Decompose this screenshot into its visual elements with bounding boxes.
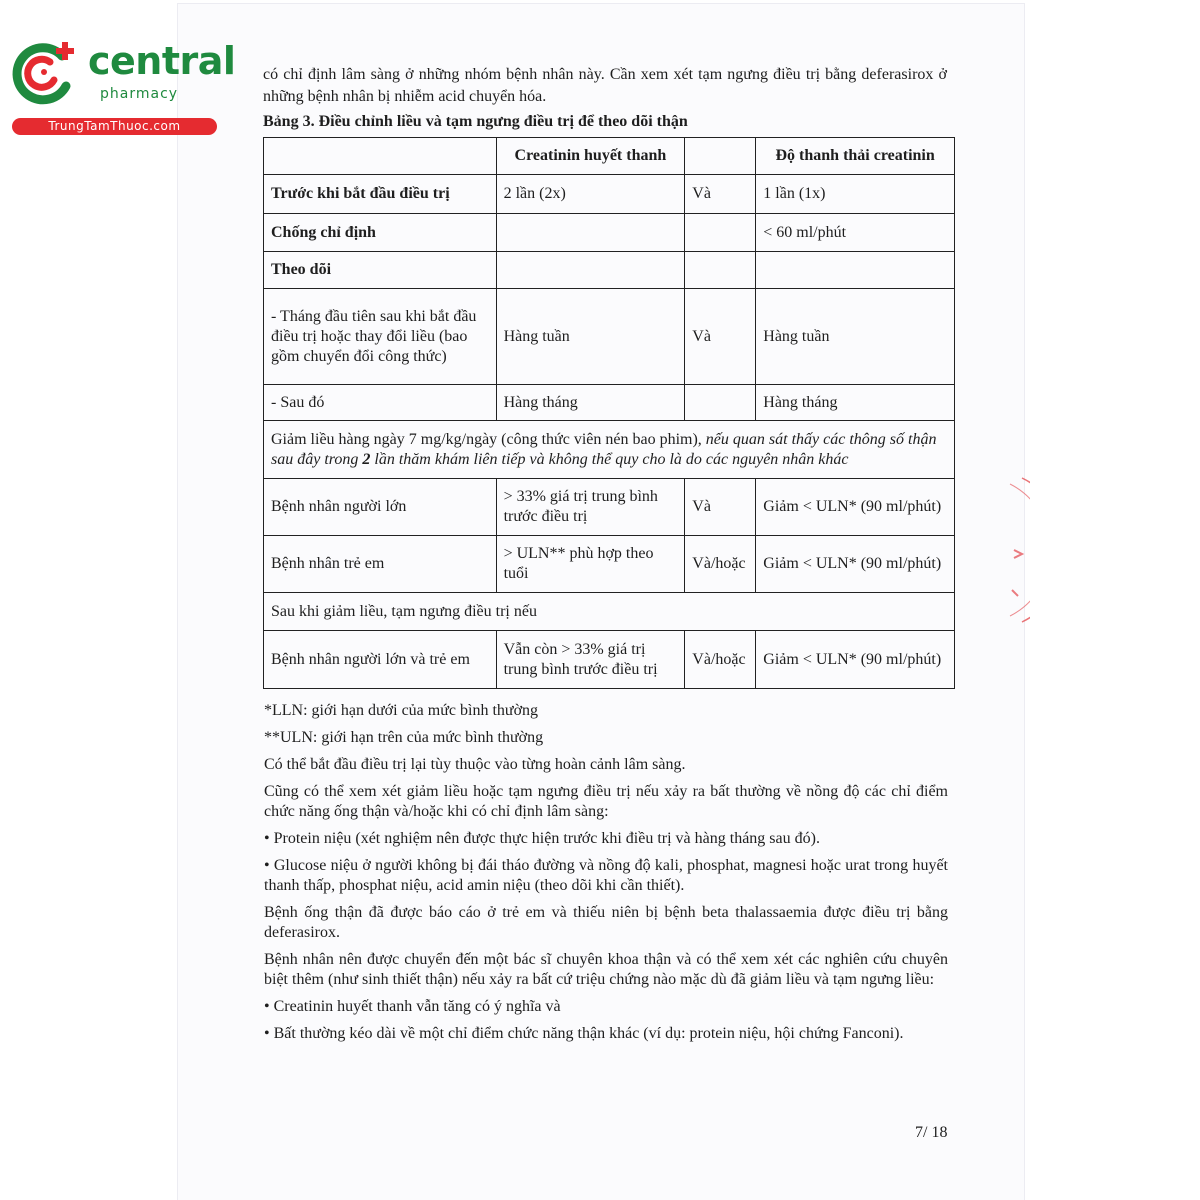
table-row	[264, 385, 955, 421]
row-label: Trước khi bắt đầu điều trị	[264, 175, 497, 214]
cell-connector	[685, 252, 756, 289]
cell-serum-value	[496, 252, 685, 289]
table-row	[264, 252, 955, 289]
logo-url-badge[interactable]: TrungTamThuoc.com	[12, 118, 217, 135]
cell-clearance-value: Giảm < ULN* (90 ml/phút)	[756, 536, 955, 593]
row-label: Bệnh nhân trẻ em	[264, 536, 497, 593]
cell-serum-value: > 33% giá trị trung bình trước điều trị	[496, 479, 685, 536]
cell-connector: Và/hoặc	[685, 536, 756, 593]
cell-serum-value: Hàng tuần	[496, 289, 685, 385]
paragraph: Có thể bắt đầu điều trị lại tùy thuộc vào từng hoàn cảnh lâm sàng.	[264, 756, 686, 773]
header-creatinine-clearance: Độ thanh thải creatinin	[756, 138, 955, 175]
pharmacy-cross-icon	[10, 38, 80, 108]
table-row	[264, 289, 955, 385]
intro-paragraph: có chỉ định lâm sàng ở những nhóm bệnh nhân này. Cần xem xét tạm ngưng điều trị bằng deferasirox ở những bệnh nhân bị nhiễm acid chuyển hóa.	[263, 66, 947, 105]
logo-subtitle: pharmacy	[100, 86, 179, 102]
row-label: - Tháng đầu tiên sau khi bắt đầu điều trị hoặc thay đổi liều (bao gồm chuyển đổi công thức)	[264, 289, 497, 385]
cell-clearance-value: 1 lần (1x)	[756, 175, 955, 214]
table-row	[264, 479, 955, 536]
cell-serum-value: > ULN** phù hợp theo tuổi	[496, 536, 685, 593]
cell-serum-value	[496, 214, 685, 252]
table-header-row	[264, 138, 955, 175]
dose-reduction-text: Giảm liều hàng ngày 7 mg/kg/ngày (công thức viên nén bao phim),	[271, 430, 706, 448]
table-row	[264, 175, 955, 214]
cell-connector	[685, 385, 756, 421]
red-stamp-icon	[1000, 470, 1030, 630]
table-span-row	[264, 421, 955, 479]
page-number: 7/ 18	[915, 1124, 948, 1141]
table-row	[264, 631, 955, 689]
table-row	[264, 536, 955, 593]
cell-serum-value: Hàng tháng	[496, 385, 685, 421]
bullet-item: • Protein niệu (xét nghiệm nên được thực hiện trước khi điều trị và hàng tháng sau đó).	[264, 830, 820, 847]
cell-serum-value: Vẫn còn > 33% giá trị trung bình trước điều trị	[496, 631, 685, 689]
cell-connector	[685, 214, 756, 252]
cell-clearance-value: < 60 ml/phút	[756, 214, 955, 252]
row-label: Chống chỉ định	[264, 214, 497, 252]
cell-clearance-value: Giảm < ULN* (90 ml/phút)	[756, 479, 955, 536]
table-row	[264, 214, 955, 252]
central-pharmacy-logo[interactable]	[10, 38, 236, 138]
dose-reduction-condition	[264, 421, 955, 479]
cell-serum-value: 2 lần (2x)	[496, 175, 685, 214]
cell-clearance-value: Hàng tuần	[756, 289, 955, 385]
header-serum-creatinine: Creatinin huyết thanh	[496, 138, 685, 175]
cell-clearance-value	[756, 252, 955, 289]
header-cell-empty	[264, 138, 497, 175]
cell-connector: Và	[685, 479, 756, 536]
footnote-uln: **ULN: giới hạn trên của mức bình thường	[264, 729, 544, 746]
paragraph: Bệnh nhân nên được chuyển đến một bác sĩ chuyên khoa thận và có thể xem xét các nghiên cứu chuyên biệt thêm (như sinh thiết thận) nếu xảy ra bất cứ triệu chứng nào mặc dù đã giảm liều và tạm ngưng liều:	[264, 951, 948, 988]
row-label: Theo dõi	[264, 252, 497, 289]
cell-connector: Và	[685, 175, 756, 214]
cell-connector: Và	[685, 289, 756, 385]
footnote-lln: *LLN: giới hạn dưới của mức bình thường	[264, 702, 539, 719]
paragraph: Bệnh ống thận đã được báo cáo ở trẻ em và thiếu niên bị bệnh beta thalassaemia được điều trị bằng deferasirox.	[264, 904, 948, 941]
bullet-item: • Glucose niệu ở người không bị đái tháo đường và nồng độ kali, phosphat, magnesi hoặc urat trong huyết thanh thấp, phosphat niệu, acid amin niệu (theo dõi khi cần thiết).	[264, 857, 948, 894]
dose-reduction-bold: 2	[362, 450, 371, 468]
paragraph: Cũng có thể xem xét giảm liều hoặc tạm ngưng điều trị nếu xảy ra bất thường về nồng độ các chỉ điểm chức năng ống thận và/hoặc khi có chỉ định lâm sàng:	[264, 783, 948, 820]
dose-reduction-italic-a: nếu quan sát thấy các thông số thận sau đây trong	[271, 430, 937, 468]
notes-section	[264, 701, 948, 1051]
cell-connector: Và/hoặc	[685, 631, 756, 689]
header-cell-connector	[685, 138, 756, 175]
logo-name: central	[88, 39, 236, 83]
row-label: Bệnh nhân người lớn	[264, 479, 497, 536]
row-label: Bệnh nhân người lớn và trẻ em	[264, 631, 497, 689]
dose-reduction-italic-b: lần thăm khám liên tiếp và không thể quy cho là do các nguyên nhân khác	[370, 450, 849, 468]
bullet-item: • Bất thường kéo dài về một chỉ điểm chức năng thận khác (ví dụ: protein niệu, hội chứng Fanconi).	[264, 1025, 904, 1042]
cell-clearance-value: Hàng tháng	[756, 385, 955, 421]
table-span-row	[264, 593, 955, 631]
row-label: - Sau đó	[264, 385, 497, 421]
suspend-condition: Sau khi giảm liều, tạm ngưng điều trị nếu	[264, 593, 955, 631]
renal-monitoring-table	[263, 137, 955, 689]
table-caption: Bảng 3. Điều chỉnh liều và tạm ngưng điều trị để theo dõi thận	[263, 113, 688, 130]
bullet-item: • Creatinin huyết thanh vẫn tăng có ý nghĩa và	[264, 998, 561, 1015]
cell-clearance-value: Giảm < ULN* (90 ml/phút)	[756, 631, 955, 689]
